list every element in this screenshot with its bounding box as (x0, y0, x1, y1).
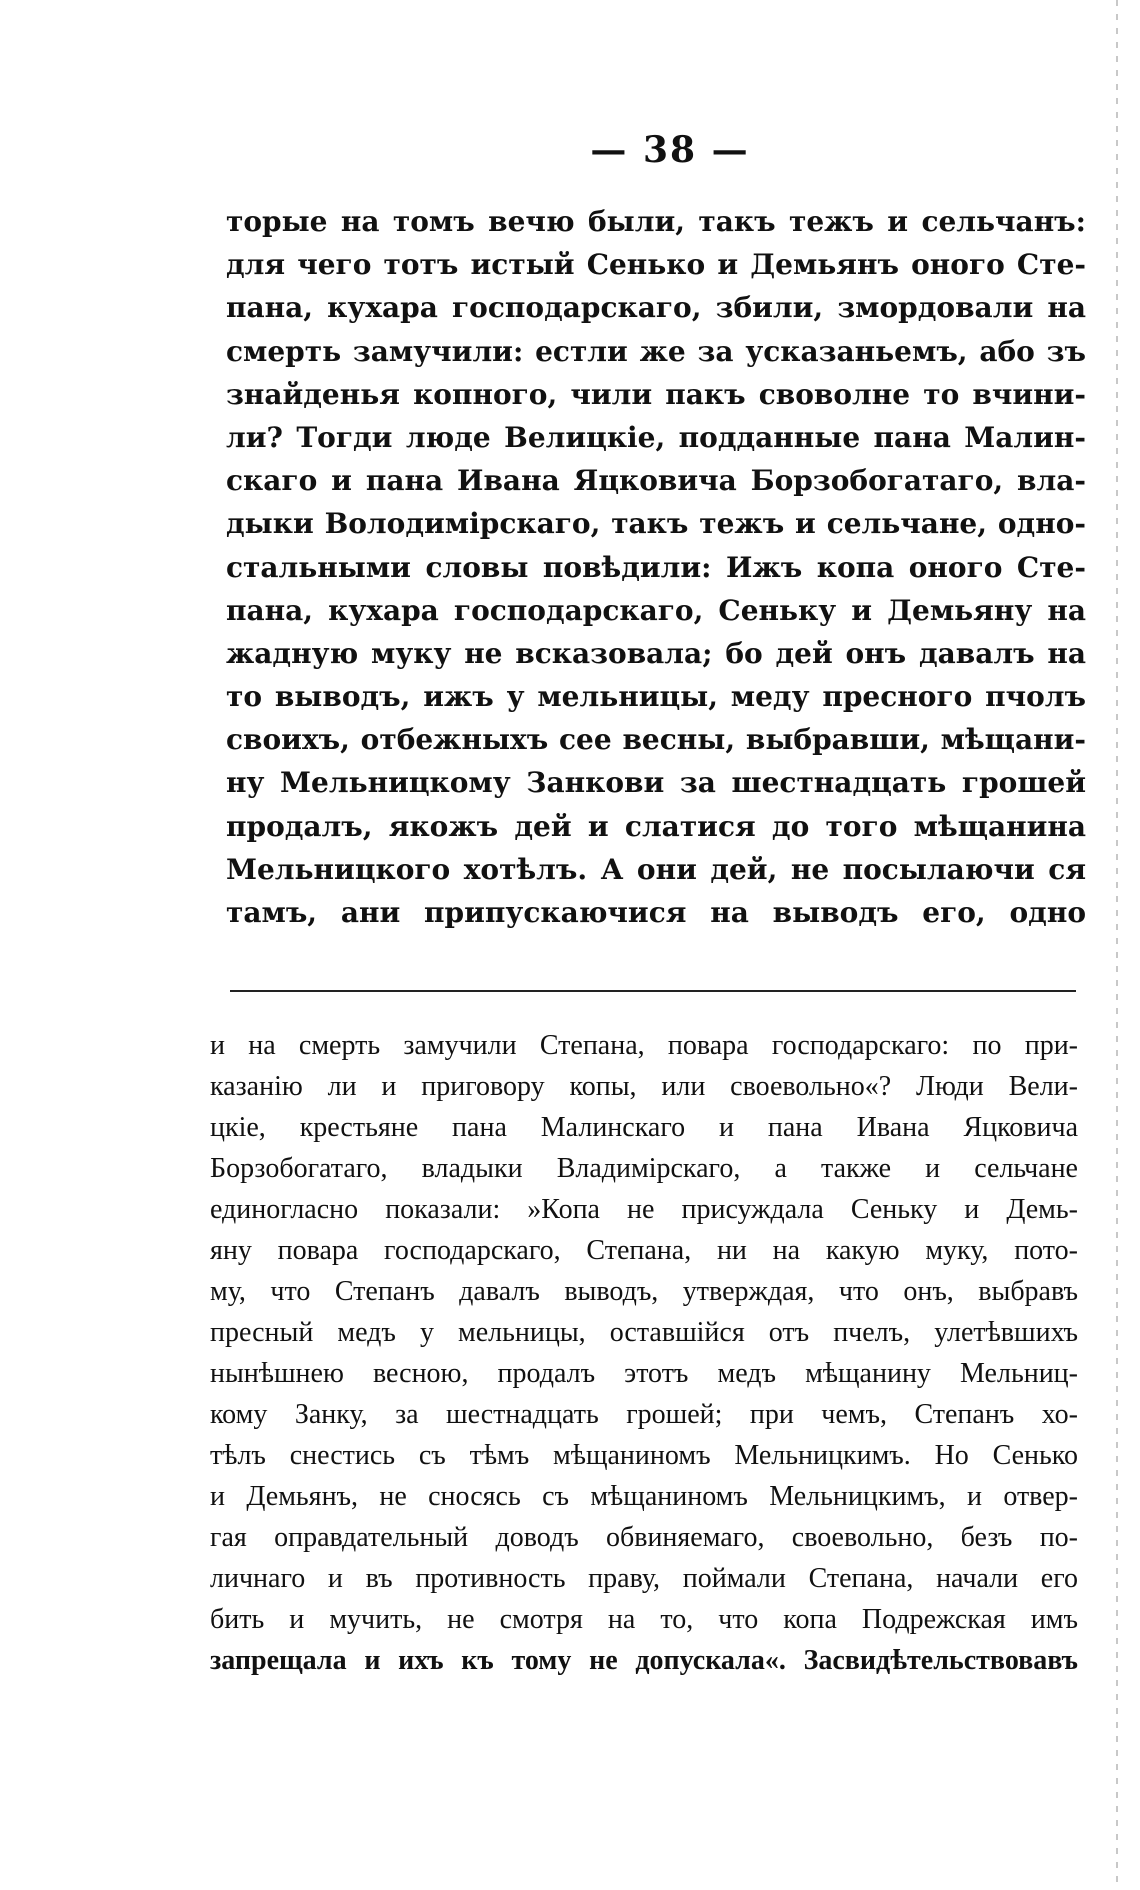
footnote-line: пресный медъ у мельницы, оставшійся отъ пчелъ, улетѣвшихъ (210, 1317, 1078, 1348)
main-text-line: продалъ, якожъ дей и слатися до того мѣщанина (226, 809, 1086, 843)
main-text-block (226, 200, 1086, 934)
footnote-line: казанію ли и приговору копы, или своевольно«? Люди Вели- (210, 1071, 1078, 1102)
footnote-block (210, 1025, 1078, 1681)
main-text-line: дыки Володимірскаго, такъ тежъ и сельчане, одно- (226, 507, 1086, 541)
footnote-line: личнаго и въ противность праву, поймали Степана, начали его (210, 1563, 1078, 1594)
main-text-line: тамъ, ани припускаючися на выводъ его, одно (226, 896, 1086, 929)
footnote-line: и Демьянъ, не сносясь съ мѣщаниномъ Мельницкимъ, и отвер- (210, 1481, 1078, 1512)
main-text-line: ли? Тогди люде Велицкіе, подданные пана Малин- (226, 420, 1086, 454)
footnote-line: цкіе, крестьяне пана Малинскаго и пана Ивана Яцковича (210, 1112, 1078, 1143)
footnote-line: и на смерть замучили Степана, повара господарскаго: по при- (210, 1030, 1078, 1061)
footnote-divider (230, 990, 1076, 992)
footnote-line: му, что Степанъ давалъ выводъ, утверждая, что онъ, выбравъ (210, 1276, 1078, 1307)
footnote-line: гая оправдательный доводъ обвиняемаго, своевольно, безъ по- (210, 1522, 1078, 1553)
footnote-line: запрещала и ихъ къ тому не допускала«. Засвидѣтельствовавъ (210, 1645, 1078, 1676)
footnote-line: бить и мучить, не смотря на то, что копа Подрежская имъ (210, 1604, 1078, 1635)
main-text-line: для чего тотъ истый Сенько и Демьянъ оного Сте- (226, 248, 1086, 282)
footnote-line: яну повара господарскаго, Степана, ни на какую муку, пото- (210, 1235, 1078, 1266)
main-text-line: пана, кухара господарскаго, Сеньку и Демьяну на (226, 593, 1086, 627)
page-edge-mark (1116, 0, 1118, 1890)
page-number: — 38 — (590, 129, 750, 171)
main-text-line: ну Мельницкому Занкови за шестнадцать грошей (226, 766, 1086, 800)
main-text-line: Мельницкого хотѣлъ. А они дей, не посылаючи ся (226, 852, 1086, 886)
main-text-line: стальными словы повѣдили: Ижъ копа оного Сте- (226, 550, 1086, 584)
footnote-line: тѣлъ снестись съ тѣмъ мѣщаниномъ Мельницкимъ. Но Сенько (210, 1440, 1078, 1471)
main-text-line: смерть замучили: естли же за усказаньемъ, або зъ (226, 334, 1086, 368)
main-text-line: знайденья копного, чили пакъ своволне то вчини- (226, 377, 1086, 411)
main-text-line: жадную муку не всказовала; бо дей онъ давалъ на (226, 636, 1086, 670)
main-text-line: своихъ, отбежныхъ сее весны, выбравши, мѣщани- (226, 723, 1086, 757)
footnote-line: Борзобогатаго, владыки Владимірскаго, а также и сельчане (210, 1153, 1078, 1184)
main-text-line: скаго и пана Ивана Яцковича Борзобогатаго, вла- (226, 464, 1086, 498)
footnote-line: кому Занку, за шестнадцать грошей; при чемъ, Степанъ хо- (210, 1399, 1078, 1430)
footnote-line: единогласно показали: »Копа не присуждала Сеньку и Демь- (210, 1194, 1078, 1225)
main-text-line: то выводъ, ижъ у мельницы, меду пресного пчолъ (226, 680, 1086, 714)
main-text-line: торые на томъ вечю были, такъ тежъ и сельчанъ: (226, 205, 1086, 238)
footnote-line: нынѣшнею весною, продалъ этотъ медъ мѣщанину Мельниц- (210, 1358, 1078, 1389)
main-text-line: пана, кухара господарскаго, збили, змордовали на (226, 291, 1086, 325)
